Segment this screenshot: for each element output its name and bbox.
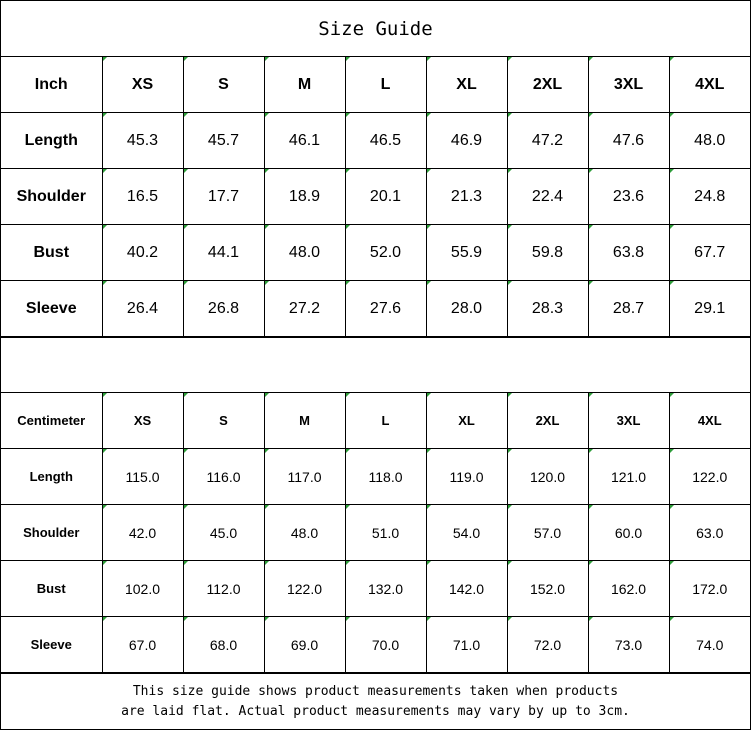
size-header: M <box>264 57 345 113</box>
table-header-row <box>1 393 750 449</box>
measurement-value: 63.8 <box>588 225 669 281</box>
measurement-value: 70.0 <box>345 617 426 673</box>
measurement-value: 45.7 <box>183 113 264 169</box>
measurement-label: Shoulder <box>1 169 102 225</box>
measurement-label: Shoulder <box>1 505 102 561</box>
table-row <box>1 449 750 505</box>
table-row <box>1 617 750 673</box>
size-header: 2XL <box>507 57 588 113</box>
measurement-value: 162.0 <box>588 561 669 617</box>
measurement-value: 46.1 <box>264 113 345 169</box>
measurement-value: 119.0 <box>426 449 507 505</box>
centimeter-size-table <box>1 393 750 673</box>
measurement-value: 63.0 <box>669 505 750 561</box>
measurement-value: 24.8 <box>669 169 750 225</box>
measurement-value: 16.5 <box>102 169 183 225</box>
size-header: 3XL <box>588 393 669 449</box>
size-header: L <box>345 393 426 449</box>
table-row <box>1 561 750 617</box>
unit-label: Inch <box>1 57 102 113</box>
size-header: 2XL <box>507 393 588 449</box>
size-header: 4XL <box>669 393 750 449</box>
measurement-value: 44.1 <box>183 225 264 281</box>
measurement-value: 69.0 <box>264 617 345 673</box>
size-header: XL <box>426 57 507 113</box>
measurement-value: 51.0 <box>345 505 426 561</box>
measurement-value: 47.6 <box>588 113 669 169</box>
measurement-value: 18.9 <box>264 169 345 225</box>
measurement-value: 27.2 <box>264 281 345 337</box>
measurement-value: 54.0 <box>426 505 507 561</box>
measurement-value: 121.0 <box>588 449 669 505</box>
measurement-value: 22.4 <box>507 169 588 225</box>
table-row <box>1 169 750 225</box>
note-line-1: This size guide shows product measurements taken when products <box>132 683 619 699</box>
measurement-value: 67.0 <box>102 617 183 673</box>
table-spacer <box>1 337 750 393</box>
measurement-label: Bust <box>1 225 102 281</box>
measurement-value: 132.0 <box>345 561 426 617</box>
measurement-value: 152.0 <box>507 561 588 617</box>
measurement-value: 26.4 <box>102 281 183 337</box>
unit-label: Centimeter <box>1 393 102 449</box>
table-row <box>1 113 750 169</box>
measurement-value: 45.3 <box>102 113 183 169</box>
measurement-value: 122.0 <box>669 449 750 505</box>
measurement-value: 59.8 <box>507 225 588 281</box>
size-header: XS <box>102 57 183 113</box>
measurement-value: 71.0 <box>426 617 507 673</box>
table-header-row <box>1 57 750 113</box>
measurement-label: Length <box>1 449 102 505</box>
table-row <box>1 281 750 337</box>
measurement-label: Length <box>1 113 102 169</box>
measurement-value: 116.0 <box>183 449 264 505</box>
measurement-value: 28.0 <box>426 281 507 337</box>
measurement-value: 46.5 <box>345 113 426 169</box>
measurement-value: 20.1 <box>345 169 426 225</box>
measurement-value: 23.6 <box>588 169 669 225</box>
measurement-value: 17.7 <box>183 169 264 225</box>
measurement-value: 48.0 <box>264 505 345 561</box>
measurement-value: 67.7 <box>669 225 750 281</box>
size-header: S <box>183 57 264 113</box>
table-row <box>1 225 750 281</box>
measurement-value: 28.7 <box>588 281 669 337</box>
measurement-value: 115.0 <box>102 449 183 505</box>
measurement-value: 74.0 <box>669 617 750 673</box>
measurement-label: Sleeve <box>1 281 102 337</box>
measurement-value: 122.0 <box>264 561 345 617</box>
inch-size-table <box>1 57 750 337</box>
note-line-2: are laid flat. Actual product measurements may vary by up to 3cm. <box>121 703 630 719</box>
measurement-value: 26.8 <box>183 281 264 337</box>
measurement-value: 47.2 <box>507 113 588 169</box>
measurement-value: 117.0 <box>264 449 345 505</box>
size-header: L <box>345 57 426 113</box>
measurement-value: 73.0 <box>588 617 669 673</box>
measurement-label: Sleeve <box>1 617 102 673</box>
size-header: 3XL <box>588 57 669 113</box>
measurement-value: 45.0 <box>183 505 264 561</box>
measurement-value: 40.2 <box>102 225 183 281</box>
measurement-value: 172.0 <box>669 561 750 617</box>
measurement-value: 55.9 <box>426 225 507 281</box>
size-header: S <box>183 393 264 449</box>
measurement-value: 28.3 <box>507 281 588 337</box>
measurement-value: 72.0 <box>507 617 588 673</box>
measurement-value: 48.0 <box>669 113 750 169</box>
measurement-value: 52.0 <box>345 225 426 281</box>
measurement-value: 68.0 <box>183 617 264 673</box>
measurement-value: 112.0 <box>183 561 264 617</box>
measurement-value: 60.0 <box>588 505 669 561</box>
measurement-value: 46.9 <box>426 113 507 169</box>
size-header: M <box>264 393 345 449</box>
measurement-value: 27.6 <box>345 281 426 337</box>
measurement-label: Bust <box>1 561 102 617</box>
size-header: 4XL <box>669 57 750 113</box>
measurement-value: 118.0 <box>345 449 426 505</box>
table-row <box>1 505 750 561</box>
measurement-note <box>1 673 750 729</box>
measurement-value: 29.1 <box>669 281 750 337</box>
size-header: XL <box>426 393 507 449</box>
measurement-value: 42.0 <box>102 505 183 561</box>
measurement-value: 142.0 <box>426 561 507 617</box>
size-header: XS <box>102 393 183 449</box>
measurement-value: 57.0 <box>507 505 588 561</box>
measurement-value: 48.0 <box>264 225 345 281</box>
measurement-value: 21.3 <box>426 169 507 225</box>
measurement-value: 102.0 <box>102 561 183 617</box>
page-title: Size Guide <box>1 1 750 57</box>
measurement-value: 120.0 <box>507 449 588 505</box>
